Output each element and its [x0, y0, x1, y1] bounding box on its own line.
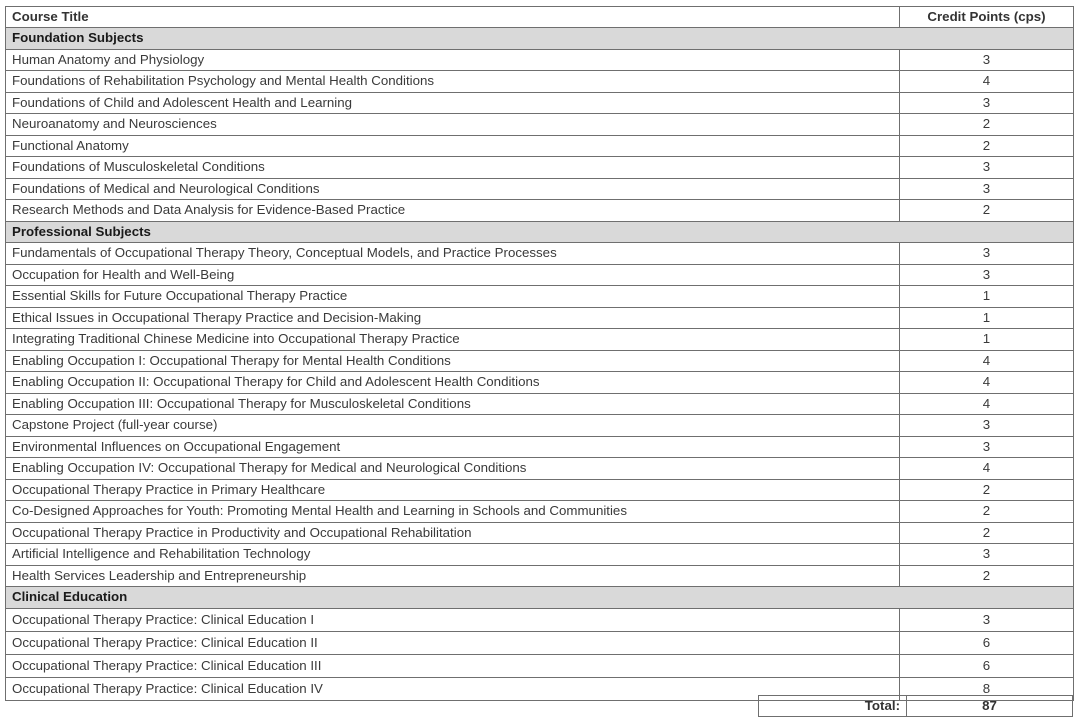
- course-row: [6, 264, 1074, 286]
- course-credit-points: 3: [900, 157, 1074, 179]
- course-row: [6, 479, 1074, 501]
- course-row: [6, 200, 1074, 222]
- course-row: [6, 49, 1074, 71]
- course-row: [6, 436, 1074, 458]
- course-credit-points: 6: [900, 654, 1074, 677]
- course-row: [6, 307, 1074, 329]
- course-credit-points: 1: [900, 286, 1074, 308]
- course-title-header: Course Title: [6, 7, 900, 28]
- total-row: [758, 695, 1073, 717]
- course-row: [6, 135, 1074, 157]
- course-credit-points: 6: [900, 631, 1074, 654]
- course-title: Foundations of Rehabilitation Psychology and Mental Health Conditions: [6, 71, 900, 93]
- course-row: [6, 114, 1074, 136]
- course-credit-points: 3: [900, 264, 1074, 286]
- course-row: [6, 544, 1074, 566]
- course-title: Occupational Therapy Practice: Clinical Education III: [6, 654, 900, 677]
- course-title: Enabling Occupation I: Occupational Therapy for Mental Health Conditions: [6, 350, 900, 372]
- course-row: [6, 522, 1074, 544]
- table-body: [6, 7, 1074, 701]
- course-row: [6, 372, 1074, 394]
- course-title: Foundations of Child and Adolescent Health and Learning: [6, 92, 900, 114]
- course-credit-points: 4: [900, 458, 1074, 480]
- course-credit-points: 2: [900, 135, 1074, 157]
- course-credit-points: 3: [900, 243, 1074, 265]
- course-credit-points: 4: [900, 350, 1074, 372]
- course-title: Foundations of Musculoskeletal Conditions: [6, 157, 900, 179]
- course-row: [6, 92, 1074, 114]
- course-credit-points: 8: [900, 677, 1074, 700]
- course-row: [6, 415, 1074, 437]
- course-title: Capstone Project (full-year course): [6, 415, 900, 437]
- course-credit-points: 2: [900, 522, 1074, 544]
- course-row: [6, 350, 1074, 372]
- course-title: Foundations of Medical and Neurological Conditions: [6, 178, 900, 200]
- section-title: Foundation Subjects: [6, 28, 1074, 50]
- course-title: Co-Designed Approaches for Youth: Promoting Mental Health and Learning in Schools and Communities: [6, 501, 900, 523]
- course-title: Health Services Leadership and Entrepreneurship: [6, 565, 900, 587]
- course-credit-points: 4: [900, 372, 1074, 394]
- course-credit-points: 4: [900, 393, 1074, 415]
- course-title: Enabling Occupation IV: Occupational Therapy for Medical and Neurological Conditions: [6, 458, 900, 480]
- course-title: Ethical Issues in Occupational Therapy Practice and Decision-Making: [6, 307, 900, 329]
- course-credit-points: 3: [900, 92, 1074, 114]
- course-credit-points: 3: [900, 178, 1074, 200]
- course-credit-points: 3: [900, 49, 1074, 71]
- course-credit-points: 2: [900, 200, 1074, 222]
- course-row: [6, 243, 1074, 265]
- section-title: Clinical Education: [6, 587, 1074, 609]
- course-title: Occupational Therapy Practice in Productivity and Occupational Rehabilitation: [6, 522, 900, 544]
- course-row: [6, 654, 1074, 677]
- course-title: Neuroanatomy and Neurosciences: [6, 114, 900, 136]
- course-credit-points: 2: [900, 501, 1074, 523]
- course-credit-points: 3: [900, 436, 1074, 458]
- course-title: Integrating Traditional Chinese Medicine into Occupational Therapy Practice: [6, 329, 900, 351]
- course-credit-points: 2: [900, 479, 1074, 501]
- course-title: Environmental Influences on Occupational Engagement: [6, 436, 900, 458]
- course-credit-points: 2: [900, 114, 1074, 136]
- course-title: Fundamentals of Occupational Therapy Theory, Conceptual Models, and Practice Processes: [6, 243, 900, 265]
- section-title: Professional Subjects: [6, 221, 1074, 243]
- course-row: [6, 565, 1074, 587]
- course-row: [6, 178, 1074, 200]
- course-row: [6, 286, 1074, 308]
- total-label: Total:: [759, 696, 907, 716]
- course-row: [6, 71, 1074, 93]
- total-value: 87: [982, 698, 997, 713]
- course-row: [6, 608, 1074, 631]
- course-title: Occupational Therapy Practice: Clinical Education II: [6, 631, 900, 654]
- section-header-row: [6, 221, 1074, 243]
- course-credit-points: 4: [900, 71, 1074, 93]
- course-credit-points: 1: [900, 329, 1074, 351]
- course-title: Enabling Occupation III: Occupational Therapy for Musculoskeletal Conditions: [6, 393, 900, 415]
- course-title: Essential Skills for Future Occupational Therapy Practice: [6, 286, 900, 308]
- course-title: Occupational Therapy Practice: Clinical Education IV: [6, 677, 900, 700]
- course-title: Research Methods and Data Analysis for Evidence-Based Practice: [6, 200, 900, 222]
- table-header-row: [6, 7, 1074, 28]
- section-header-row: [6, 587, 1074, 609]
- course-credit-points: 3: [900, 544, 1074, 566]
- course-credit-points: 1: [900, 307, 1074, 329]
- course-title: Occupation for Health and Well-Being: [6, 264, 900, 286]
- course-row: [6, 329, 1074, 351]
- course-row: [6, 501, 1074, 523]
- course-row: [6, 631, 1074, 654]
- course-credits-table: [5, 6, 1074, 701]
- credit-points-header: Credit Points (cps): [900, 7, 1074, 28]
- course-credit-points: 3: [900, 415, 1074, 437]
- course-title: Artificial Intelligence and Rehabilitation Technology: [6, 544, 900, 566]
- course-row: [6, 393, 1074, 415]
- course-credit-points: 2: [900, 565, 1074, 587]
- course-title: Occupational Therapy Practice: Clinical Education I: [6, 608, 900, 631]
- course-title: Human Anatomy and Physiology: [6, 49, 900, 71]
- course-credit-points: 3: [900, 608, 1074, 631]
- course-title: Enabling Occupation II: Occupational Therapy for Child and Adolescent Health Conditions: [6, 372, 900, 394]
- course-title: Functional Anatomy: [6, 135, 900, 157]
- course-row: [6, 157, 1074, 179]
- course-title: Occupational Therapy Practice in Primary Healthcare: [6, 479, 900, 501]
- section-header-row: [6, 28, 1074, 50]
- course-row: [6, 458, 1074, 480]
